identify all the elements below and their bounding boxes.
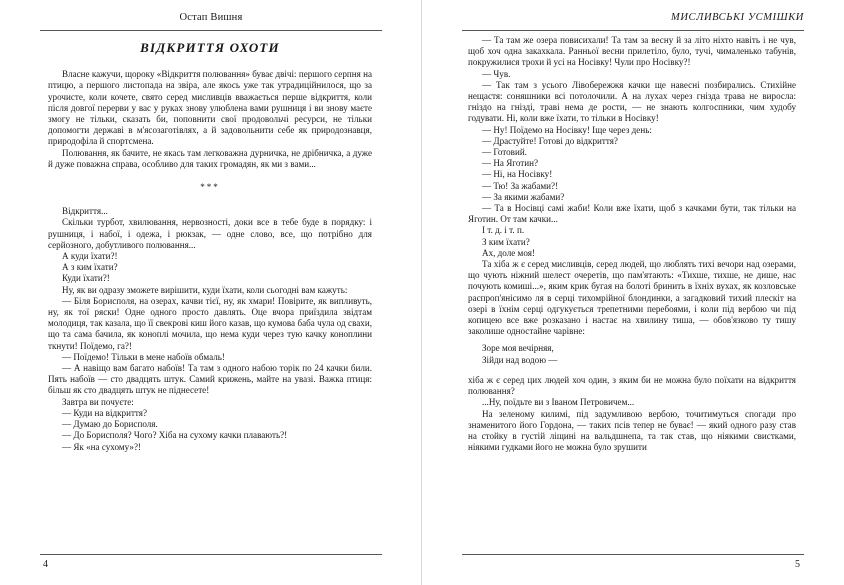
page-number: 5 <box>795 559 800 570</box>
paragraph: — Готовий. <box>482 147 527 158</box>
paragraph: Власне кажучи, щороку «Відкриття полювання» буває двічі: першого серпня на птицю, а першого листопада на звіра, але якось уже так утрадиційнилося, що за урочисте, коли кочете, свято серед мисливців вважається перше відкриття, коли після довгої перерви у вас у руках знову улюблена вами рушниця і ви знову маєте змогу не тільки, сказать би, поповнити свої продовольчі ресурси, не тільки допомогти державі в м'ясозаготівлях, а й задовольнити себе як природознавця, природофіла й спортсмена. <box>48 69 372 147</box>
paragraph: — Та там же озера повисихали! Та там за весну й за літо ніхто навіть і не чув, щоб хоч одна закахкала. Ранньої весни прилетіло, було, тучі, чималенько табунів, покружилися трохи й усі на Носівку! Чули про Носівку?! <box>468 35 796 68</box>
paragraph: — Поїдемо! Тільки в мене набоїв обмаль! <box>62 351 225 362</box>
paragraph: А з ким їхати? <box>62 262 118 273</box>
footer-rule <box>462 554 804 555</box>
paragraph: Ну, як ви одразу зможете вирішити, куди їхати, коли сьогодні вам кажуть: <box>62 284 348 295</box>
paragraph: А куди їхати?! <box>62 251 118 262</box>
paragraph: — Тю! За жабами?! <box>482 180 559 191</box>
paragraph: — Біля Борисполя, на озерах, качви тієї, ну, як хмари! Повірите, як випливуть, ну, як тої ряски! Одне одного просто давлять. Оце вчора приїздила звідтам молодиця, так казала, що її свекрові киш його казав, що кумова баба чула од свахи, що та сама бачила, як коноплі мочила, що нема куди через тую качку коноплини ткнути! Поїдемо, га?! <box>48 295 372 351</box>
paragraph: Завтра ви почуєте: <box>62 396 134 407</box>
paragraph: Куди їхати?! <box>62 273 110 284</box>
paragraph: — На Яготин? <box>482 158 538 169</box>
running-head-book-title: МИСЛИВСЬКІ УСМІШКИ <box>671 12 804 23</box>
paragraph: — Ну! Поїдемо на Носівку! Іще через день: <box>482 124 652 135</box>
paragraph: Полювання, як бачите, не якась там легковажна дурничка, не дрібничка, а дуже й дуже поважна справа, особливо для таких громадян, як ми з вами... <box>48 147 372 169</box>
paragraph: ...Ну, поїдьте ви з Іваном Петровичем... <box>482 397 635 408</box>
paragraph: З ким їхати? <box>482 236 530 247</box>
paragraph: — До Борисполя? Чого? Хіба на сухому качки плавають?! <box>62 430 288 441</box>
paragraph: На зеленому килимі, під задумливою вербою, точитимуться спогади про знаменитого його Гордона, — таких псів тепер не буває! — який одного разу став на стойку в густій ліщині на вальдшнепа, та так став, що ніякими свистками, ніякими гудками його не можна було зрушити <box>468 408 796 453</box>
page-number: 4 <box>43 559 48 570</box>
paragraph: Скільки турбот, хвилювання, нервозності, доки все в тебе буде в порядку: і рушниця, і набої, і одежа, і рюкзак, — одне слово, все, що потрібно для серйозного, добутливого полювання... <box>48 217 372 250</box>
header-rule <box>462 30 804 31</box>
left-page-text <box>48 38 372 453</box>
paragraph: — Куди на відкриття? <box>62 407 147 418</box>
paragraph: Ах, доле моя! <box>482 247 535 258</box>
paragraph: хіба ж є серед цих людей хоч один, з яким би не можна було поїхати на відкриття полювання? <box>468 374 796 397</box>
paragraph: — За якими жабами? <box>482 191 565 202</box>
running-head-author: Остап Вишня <box>179 12 243 23</box>
right-page-text <box>468 35 796 453</box>
section-separator: *** <box>200 182 220 193</box>
footer-rule <box>40 554 382 555</box>
header-rule <box>40 30 382 31</box>
paragraph: Та хіба ж є серед мисливців, серед людей, що люблять тихі вечори над озерами, що чують ніжний шелест очеретів, що пам'ятають: «Тихше, тихше, не дише, нас почують комиші...», яким крик бугая на болоті бринить в їхніх вухах, як козловське распроп'янісимо ля в серці тихомрійної блондинки, а загадковий тихий плескіт на озері в їхнім серці одгукується трепетними перебоями, і коли під вербою чи під копицею все вже розказано і настає на хвилину тиша, — обов'язково ту тишу заколише одностайне чарівне: <box>468 259 796 337</box>
right-page <box>422 0 844 585</box>
paragraph: — Думаю до Борисполя. <box>62 419 158 430</box>
paragraph: Відкриття... <box>62 206 108 217</box>
paragraph: — Як «на сухому»?! <box>62 441 142 452</box>
paragraph: — Драстуйте! Готові до відкриття? <box>482 135 618 146</box>
paragraph: — Так там з усього Лівобережжя качки ще навесні позбирались. Стихійне нещастя: соняшники всі потолочили. А на лухах через гнізда трава не виросла: гніздо на гнізді, траві нема де рости, — не знають колгоспники, чим худобу годувати. Ні, коли вже їхати, то тільки в Носівку! <box>468 79 796 124</box>
poem-quote <box>468 343 796 365</box>
paragraph: — А навіщо вам багато набоїв! Та там з одного набою торік по 24 качки били. Пять набоїв — сто двадцять штук. Самий крижень, майте на увазі. Важка птиця: більш як сто двадцять штук не піднесете! <box>48 363 372 396</box>
paragraph: — Ні, на Носівку! <box>482 169 553 180</box>
paragraph: — Та в Носівці самі жаби! Коли вже їхати, щоб з качками бути, так тільки на Яготин. От там качки... <box>468 203 796 225</box>
paragraph: І т. д. і т. п. <box>482 225 525 236</box>
poem-line: Зоре моя вечірняя, <box>482 343 554 354</box>
chapter-title: ВІДКРИТТЯ ОХОТИ <box>140 40 280 55</box>
poem-line: Зійди над водою — <box>482 354 558 365</box>
paragraph: — Чув. <box>482 68 511 79</box>
